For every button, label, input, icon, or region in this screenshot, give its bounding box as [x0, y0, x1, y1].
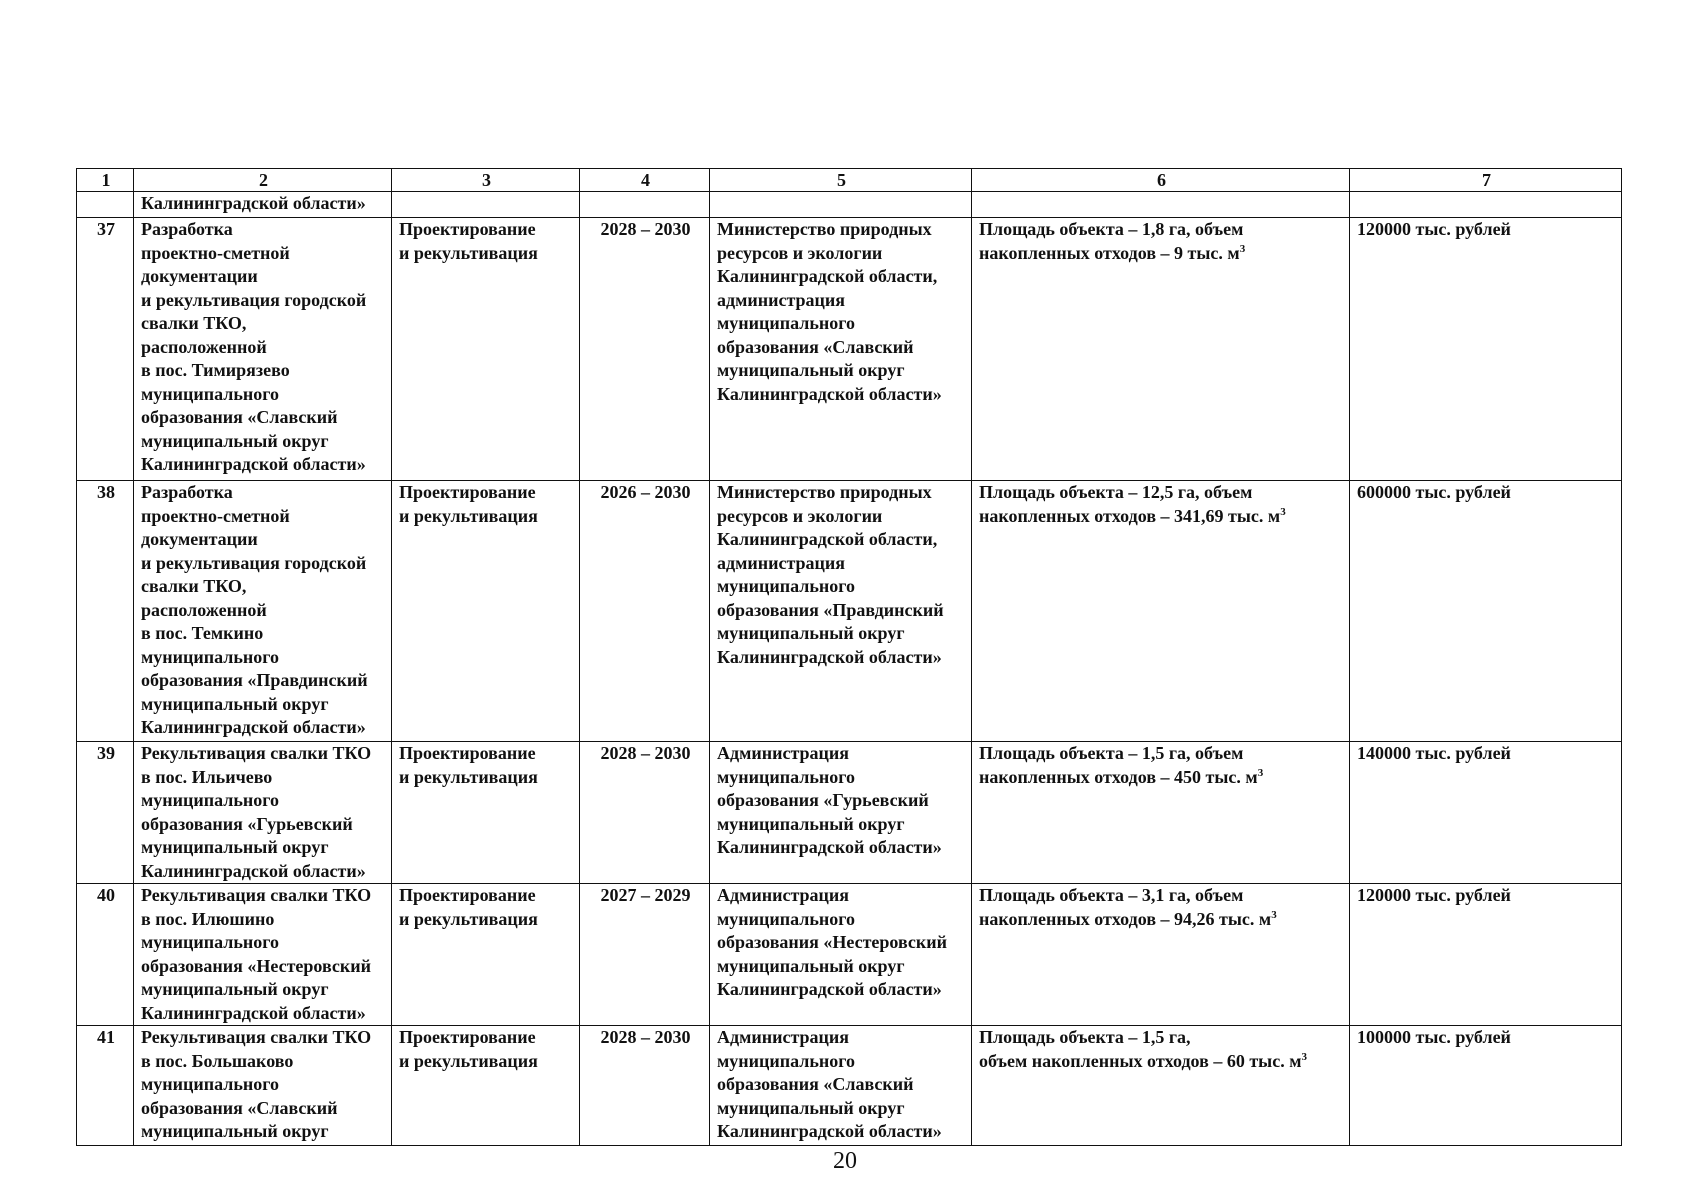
measure-name-line: Рекультивация свалки ТКО	[141, 1027, 372, 1047]
measure-name-line: Разработка	[141, 482, 233, 502]
row-number-cell: 38	[77, 481, 134, 742]
cubic-superscript: 3	[1301, 1050, 1307, 1063]
responsible-line: муниципального	[717, 576, 855, 596]
measure-name-line: расположенной	[141, 599, 267, 620]
continuation-name-line: Калининградской области»	[141, 193, 366, 213]
waste-volume-line	[979, 505, 1344, 529]
responsible-line: Калининградской области,	[717, 529, 938, 549]
measure-name-line: муниципального	[141, 1074, 279, 1094]
measure-name-line: Разработка	[141, 219, 233, 239]
measure-name-line: и рекультивация городской	[141, 289, 367, 310]
work-type-line: и рекультивация	[399, 908, 538, 929]
waste-volume-line	[979, 242, 1344, 266]
work-type-cell	[392, 742, 580, 884]
column-number-header: 1	[77, 169, 134, 192]
waste-volume-text: накопленных отходов – 450 тыс. м	[979, 766, 1258, 787]
responsible-line: Калининградской области»	[717, 1121, 942, 1141]
responsible-line: муниципальный округ	[717, 1097, 905, 1118]
object-area-line: Площадь объекта – 12,5 га, объем	[979, 482, 1253, 502]
waste-volume-text: накопленных отходов – 9 тыс. м	[979, 242, 1240, 263]
table-row	[77, 1026, 1622, 1146]
responsible-line: администрация	[717, 552, 846, 573]
responsible-line: муниципального	[717, 766, 855, 787]
work-type-line: и рекультивация	[399, 505, 538, 526]
continuation-empty-cell	[972, 192, 1350, 218]
page-number: 20	[833, 1148, 857, 1174]
measure-name-line: в пос. Темкино	[141, 623, 264, 643]
work-type-line: и рекультивация	[399, 242, 538, 263]
measure-name-line: образования «Гурьевский	[141, 813, 353, 834]
measure-name-line: документации	[141, 266, 258, 286]
measure-name-line: муниципального	[141, 383, 279, 404]
responsible-line: муниципальный округ	[717, 623, 905, 643]
responsible-line: образования «Славский	[717, 1074, 914, 1094]
continuation-row	[77, 192, 1622, 218]
measure-name-cell	[134, 481, 392, 742]
responsible-cell	[710, 481, 972, 742]
measure-name-line: образования «Славский	[141, 407, 338, 427]
measure-name-line: муниципальный округ	[141, 1121, 329, 1141]
work-type-cell	[392, 481, 580, 742]
object-parameters-cell	[972, 481, 1350, 742]
measure-name-line: в пос. Тимирязево	[141, 360, 290, 380]
object-area-line: Площадь объекта – 1,5 га,	[979, 1027, 1191, 1047]
measure-name-line: муниципального	[141, 790, 279, 810]
measures-table	[76, 168, 1622, 1146]
measure-name-line: свалки ТКО,	[141, 576, 247, 596]
measure-name-line: Калининградской области»	[141, 717, 366, 737]
responsible-line: образования «Гурьевский	[717, 790, 929, 810]
cubic-superscript: 3	[1271, 908, 1277, 921]
waste-volume-line	[979, 908, 1344, 932]
waste-volume-text: объем накопленных отходов – 60 тыс. м	[979, 1050, 1302, 1071]
work-type-cell	[392, 218, 580, 481]
responsible-line: Администрация	[717, 1027, 850, 1047]
table-row	[77, 742, 1622, 884]
object-area-line: Площадь объекта – 1,5 га, объем	[979, 743, 1244, 763]
responsible-line: муниципального	[717, 908, 855, 929]
cost-cell: 120000 тыс. рублей	[1350, 218, 1622, 481]
object-parameters-cell	[972, 1026, 1350, 1146]
measure-name-line: образования «Нестеровский	[141, 955, 372, 976]
responsible-line: Министерство природных	[717, 482, 932, 502]
work-type-line: Проектирование	[399, 1027, 536, 1047]
measure-name-line: в пос. Ильичево	[141, 766, 273, 787]
period-cell: 2027 – 2029	[580, 884, 710, 1026]
measure-name-line: Калининградской области»	[141, 860, 366, 881]
continuation-empty-cell	[1350, 192, 1622, 218]
measure-name-line: Рекультивация свалки ТКО	[141, 885, 372, 905]
responsible-cell	[710, 884, 972, 1026]
responsible-line: администрация	[717, 289, 846, 310]
continuation-number-cell	[77, 192, 134, 218]
waste-volume-line	[979, 1050, 1344, 1074]
measure-name-line: и рекультивация городской	[141, 552, 367, 573]
responsible-line: образования «Правдинский	[717, 599, 944, 620]
responsible-line: Администрация	[717, 885, 850, 905]
measure-name-line: документации	[141, 529, 258, 549]
responsible-line: образования «Нестеровский	[717, 932, 948, 952]
work-type-line: Проектирование	[399, 743, 536, 763]
responsible-line: Калининградской области»	[717, 646, 942, 667]
responsible-line: муниципального	[717, 1050, 855, 1071]
period-cell: 2028 – 2030	[580, 742, 710, 884]
measure-name-cell	[134, 1026, 392, 1146]
measure-name-line: расположенной	[141, 336, 267, 357]
column-number-header: 6	[972, 169, 1350, 192]
row-number-cell: 41	[77, 1026, 134, 1146]
object-parameters-cell	[972, 218, 1350, 481]
cost-cell: 140000 тыс. рублей	[1350, 742, 1622, 884]
table-row	[77, 218, 1622, 481]
measure-name-line: образования «Славский	[141, 1097, 338, 1118]
work-type-cell	[392, 884, 580, 1026]
responsible-cell	[710, 218, 972, 481]
continuation-empty-cell	[710, 192, 972, 218]
work-type-line: Проектирование	[399, 219, 536, 239]
column-number-header: 2	[134, 169, 392, 192]
measure-name-line: проектно-сметной	[141, 505, 290, 526]
measure-name-line: Калининградской области»	[141, 1002, 366, 1023]
cubic-superscript: 3	[1239, 242, 1246, 255]
measure-name-line: образования «Правдинский	[141, 670, 368, 690]
responsible-cell	[710, 1026, 972, 1146]
responsible-line: муниципальный округ	[717, 813, 905, 834]
responsible-line: ресурсов и экологии	[717, 242, 883, 263]
measure-name-line: муниципальный округ	[141, 837, 329, 857]
responsible-line: Калининградской области»	[717, 383, 942, 404]
responsible-line: Министерство природных	[717, 219, 932, 239]
object-area-line: Площадь объекта – 3,1 га, объем	[979, 885, 1244, 905]
work-type-line: и рекультивация	[399, 1050, 538, 1071]
responsible-line: Калининградской области,	[717, 266, 938, 286]
cost-cell: 100000 тыс. рублей	[1350, 1026, 1622, 1146]
measure-name-cell	[134, 742, 392, 884]
measure-name-line: муниципального	[141, 646, 279, 667]
measure-name-line: проектно-сметной	[141, 242, 290, 263]
measure-name-line: Рекультивация свалки ТКО	[141, 743, 372, 763]
responsible-line: Администрация	[717, 743, 850, 763]
responsible-line: муниципального	[717, 313, 855, 333]
column-number-header-row	[77, 169, 1622, 192]
measure-name-line: муниципального	[141, 932, 279, 952]
responsible-line: образования «Славский	[717, 336, 914, 357]
waste-volume-line	[979, 766, 1344, 790]
period-cell: 2028 – 2030	[580, 218, 710, 481]
responsible-line: ресурсов и экологии	[717, 505, 883, 526]
measure-name-line: муниципальный округ	[141, 979, 329, 999]
measure-name-cell	[134, 884, 392, 1026]
row-number-cell: 40	[77, 884, 134, 1026]
object-parameters-cell	[972, 742, 1350, 884]
table-row	[77, 884, 1622, 1026]
measure-name-line: муниципальный округ	[141, 693, 329, 714]
period-cell: 2028 – 2030	[580, 1026, 710, 1146]
column-number-header: 5	[710, 169, 972, 192]
work-type-line: Проектирование	[399, 885, 536, 905]
work-type-line: Проектирование	[399, 482, 536, 502]
measure-name-line: в пос. Большаково	[141, 1050, 294, 1071]
cost-cell: 120000 тыс. рублей	[1350, 884, 1622, 1026]
responsible-line: Калининградской области»	[717, 837, 942, 857]
table-row	[77, 481, 1622, 742]
row-number-cell: 39	[77, 742, 134, 884]
responsible-line: муниципальный округ	[717, 955, 905, 976]
row-number-cell: 37	[77, 218, 134, 481]
responsible-line: Калининградской области»	[717, 979, 942, 999]
work-type-cell	[392, 1026, 580, 1146]
measure-name-cell	[134, 218, 392, 481]
measure-name-line: свалки ТКО,	[141, 313, 247, 333]
responsible-line: муниципальный округ	[717, 360, 905, 380]
waste-volume-text: накопленных отходов – 341,69 тыс. м	[979, 505, 1281, 526]
column-number-header: 4	[580, 169, 710, 192]
continuation-empty-cell	[580, 192, 710, 218]
continuation-name-cell	[134, 192, 392, 218]
cubic-superscript: 3	[1280, 505, 1286, 518]
period-cell: 2026 – 2030	[580, 481, 710, 742]
cubic-superscript: 3	[1257, 766, 1264, 779]
measure-name-line: Калининградской области»	[141, 454, 366, 474]
column-number-header: 3	[392, 169, 580, 192]
object-parameters-cell	[972, 884, 1350, 1026]
measure-name-line: муниципальный округ	[141, 430, 329, 451]
column-number-header: 7	[1350, 169, 1622, 192]
responsible-cell	[710, 742, 972, 884]
measure-name-line: в пос. Илюшино	[141, 908, 275, 929]
waste-volume-text: накопленных отходов – 94,26 тыс. м	[979, 908, 1272, 929]
cost-cell: 600000 тыс. рублей	[1350, 481, 1622, 742]
object-area-line: Площадь объекта – 1,8 га, объем	[979, 219, 1244, 239]
continuation-empty-cell	[392, 192, 580, 218]
work-type-line: и рекультивация	[399, 766, 538, 787]
